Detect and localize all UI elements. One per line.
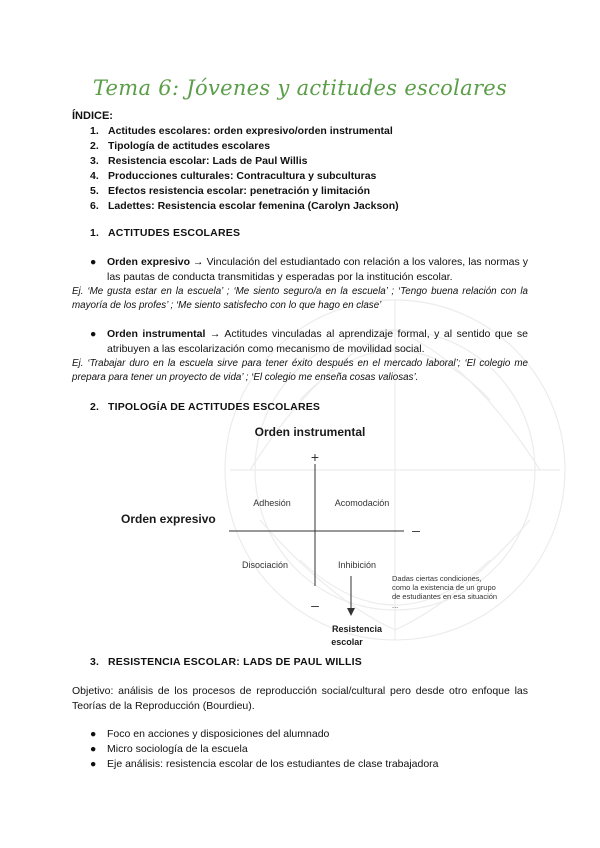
minus-sign-bottom: – <box>311 597 319 613</box>
bullet-orden-instrumental: ● Orden instrumental → Actitudes vinculadas al aprendizaje formal, y al sentido que se atribuyen a las escolarización como mecanismo de movilidad social. <box>90 328 528 355</box>
toc-item: 2. Tipología de actitudes escolares <box>90 140 271 152</box>
toc-item: 3. Resistencia escolar: Lads de Paul Willis <box>90 155 308 167</box>
quadrant-inhibicion: Inhibición <box>337 560 377 570</box>
toc-item: 1. Actitudes escolares: orden expresivo/orden instrumental <box>90 125 393 137</box>
example-orden-expresivo: Ej. ‘Me gusta estar en la escuela’ ; ‘Me siento seguro/a en la escuela’ ; ‘Tengo buena relación con la mayoría de los profes’ ; ‘Me siento satisfecho con lo que hago en clase’ <box>72 286 528 311</box>
quadrant-disociacion: Disociación <box>241 560 289 570</box>
bullet-dot: ● <box>90 328 97 340</box>
bullet-dot: ● <box>90 256 97 268</box>
minus-sign-right: – <box>412 522 420 538</box>
toc-item: 4. Producciones culturales: Contracultura y subculturas <box>90 170 377 182</box>
arrow-head <box>347 608 355 616</box>
list-item: ● Eje análisis: resistencia escolar de los estudiantes de clase trabajadora <box>90 758 439 770</box>
axis-label-orden-instrumental: Orden instrumental <box>254 425 366 439</box>
section-heading-1: 1. ACTITUDES ESCOLARES <box>90 227 241 239</box>
bullet-orden-expresivo: ● Orden expresivo → Vinculación del estudiantado con relación a los valores, las normas y las pautas de conducta transmitidas y esperadas por la institución escolar. <box>90 256 528 283</box>
document-title: Tema 6: Jóvenes y actitudes escolares <box>92 76 508 100</box>
section-heading-2: 2. TIPOLOGÍA DE ACTITUDES ESCOLARES <box>90 401 321 413</box>
condition-note-line: como la existencia de un grupo <box>392 583 496 592</box>
list-item: ● Foco en acciones y disposiciones del alumnado <box>90 728 330 740</box>
table-of-contents <box>90 124 399 214</box>
quadrant-adhesion: Adhesión <box>253 498 291 508</box>
term-orden-instrumental: Orden instrumental <box>107 328 206 340</box>
list-item: ● Micro sociología de la escuela <box>90 743 248 755</box>
example-orden-instrumental: Ej. ‘Trabajar duro en la escuela sirve para tener éxito después en el mercado laboral’; ‘El colegio me prepara para tener un proyecto de vida’ ; ‘El colegio me enseña cosas valiosas’. <box>72 358 528 383</box>
section-heading-3: 3. RESISTENCIA ESCOLAR: LADS DE PAUL WILLIS <box>90 656 362 668</box>
toc-item: 5. Efectos resistencia escolar: penetración y limitación <box>90 185 371 197</box>
result-escolar: escolar <box>331 637 363 647</box>
condition-note-line: Dadas ciertas condiciones, <box>392 574 482 583</box>
condition-note-line: ... <box>392 601 399 610</box>
result-resistencia: Resistencia <box>331 624 383 634</box>
attitudes-typology-diagram <box>0 418 600 648</box>
toc-item: 6. Ladettes: Resistencia escolar femenina (Carolyn Jackson) <box>90 200 399 212</box>
quadrant-acomodacion: Acomodación <box>334 498 390 508</box>
plus-sign: + <box>310 449 320 465</box>
willis-bullet-list <box>90 727 439 772</box>
condition-note-line: de estudiantes en esa situación <box>392 592 498 601</box>
index-label: ÍNDICE: <box>72 110 113 122</box>
axis-label-orden-expresivo: Orden expresivo <box>121 512 216 526</box>
term-orden-expresivo: Orden expresivo <box>107 256 190 268</box>
objective-paragraph: Objetivo: análisis de los procesos de reproducción social/cultural pero desde otro enfoque las Teorías de la Reproducción (Bourdieu). <box>72 685 528 712</box>
